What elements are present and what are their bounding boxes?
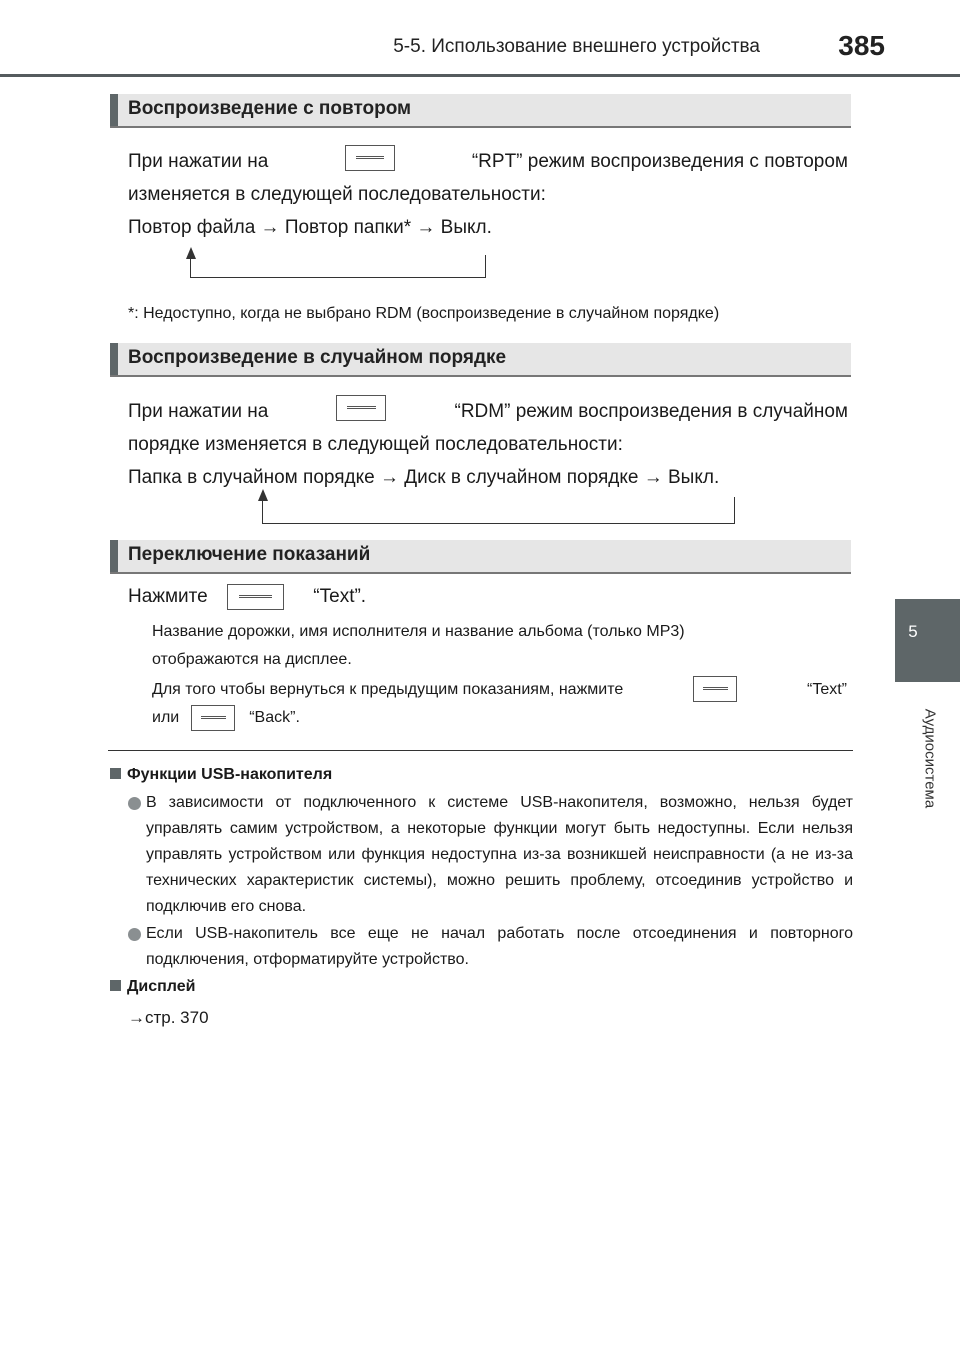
text-button-icon-2 (693, 676, 737, 702)
random-cycle-arrow (262, 497, 735, 524)
page-number: 385 (838, 30, 885, 61)
display-note-2: Для того чтобы вернуться к предыдущим показаниям, нажмите “Text” или “Back”. (152, 676, 847, 732)
rdm-button-icon (336, 395, 386, 421)
chapter-label: Аудиосистема (921, 708, 939, 809)
section-display-text: Нажмите “Text”. (128, 580, 848, 613)
bullet-icon (128, 797, 141, 810)
bullet-icon (128, 928, 141, 941)
section-random-heading: Воспроизведение в случайном порядке (110, 343, 851, 377)
repeat-footnote: *: Недоступно, когда не выбрано RDM (воспроизведение в случайном порядке) (128, 305, 720, 322)
usb-heading: Функции USB-накопителя (110, 766, 332, 784)
section-display-heading: Переключение показаний (110, 540, 851, 574)
repeat-cycle-arrow (190, 255, 486, 278)
usb-bullet-2: Если USB-накопитель все еще не начал работать после отсоединения и повторного подключения, отформатируйте устройство. (146, 925, 853, 968)
text-button-icon (227, 584, 284, 610)
rpt-button-icon (345, 145, 395, 171)
section-repeat-heading: Воспроизведение с повтором (110, 94, 851, 128)
display-note-1: Название дорожки, имя исполнителя и название альбома (только MP3) отображаются на дисплее. (152, 623, 685, 668)
section-random-text: При нажатии на “RDM” режим воспроизведения в случайном порядке изменяется в следующей последовательности: Папка в случайном порядке → Диск в случайном порядке → Выкл. (128, 395, 848, 494)
chapter-title: 5-5. Использование внешнего устройства (393, 36, 760, 57)
divider (108, 750, 853, 751)
display-page-ref[interactable]: →стр. 370 (128, 1008, 209, 1027)
usb-bullet-1: В зависимости от подключенного к системе USB-накопителя, возможно, нельзя будет управлять самим устройством, а некоторые функции могут быть недоступны. Если нельзя управлять устройством или функция недоступна из-за возникшей неисправности (а не из-за технических характеристик системы), можно решить проблему, отсоединив устройство и подключив его снова. (146, 794, 853, 915)
section-repeat-text: При нажатии на “RPT” режим воспроизведения с повтором изменяется в следующей последовательности: Повтор файла → Повтор папки* → Выкл. (128, 145, 848, 244)
display-heading: Дисплей (110, 978, 195, 996)
header-rule (0, 74, 960, 77)
chapter-number: 5 (908, 622, 918, 641)
back-button-icon (191, 705, 235, 731)
